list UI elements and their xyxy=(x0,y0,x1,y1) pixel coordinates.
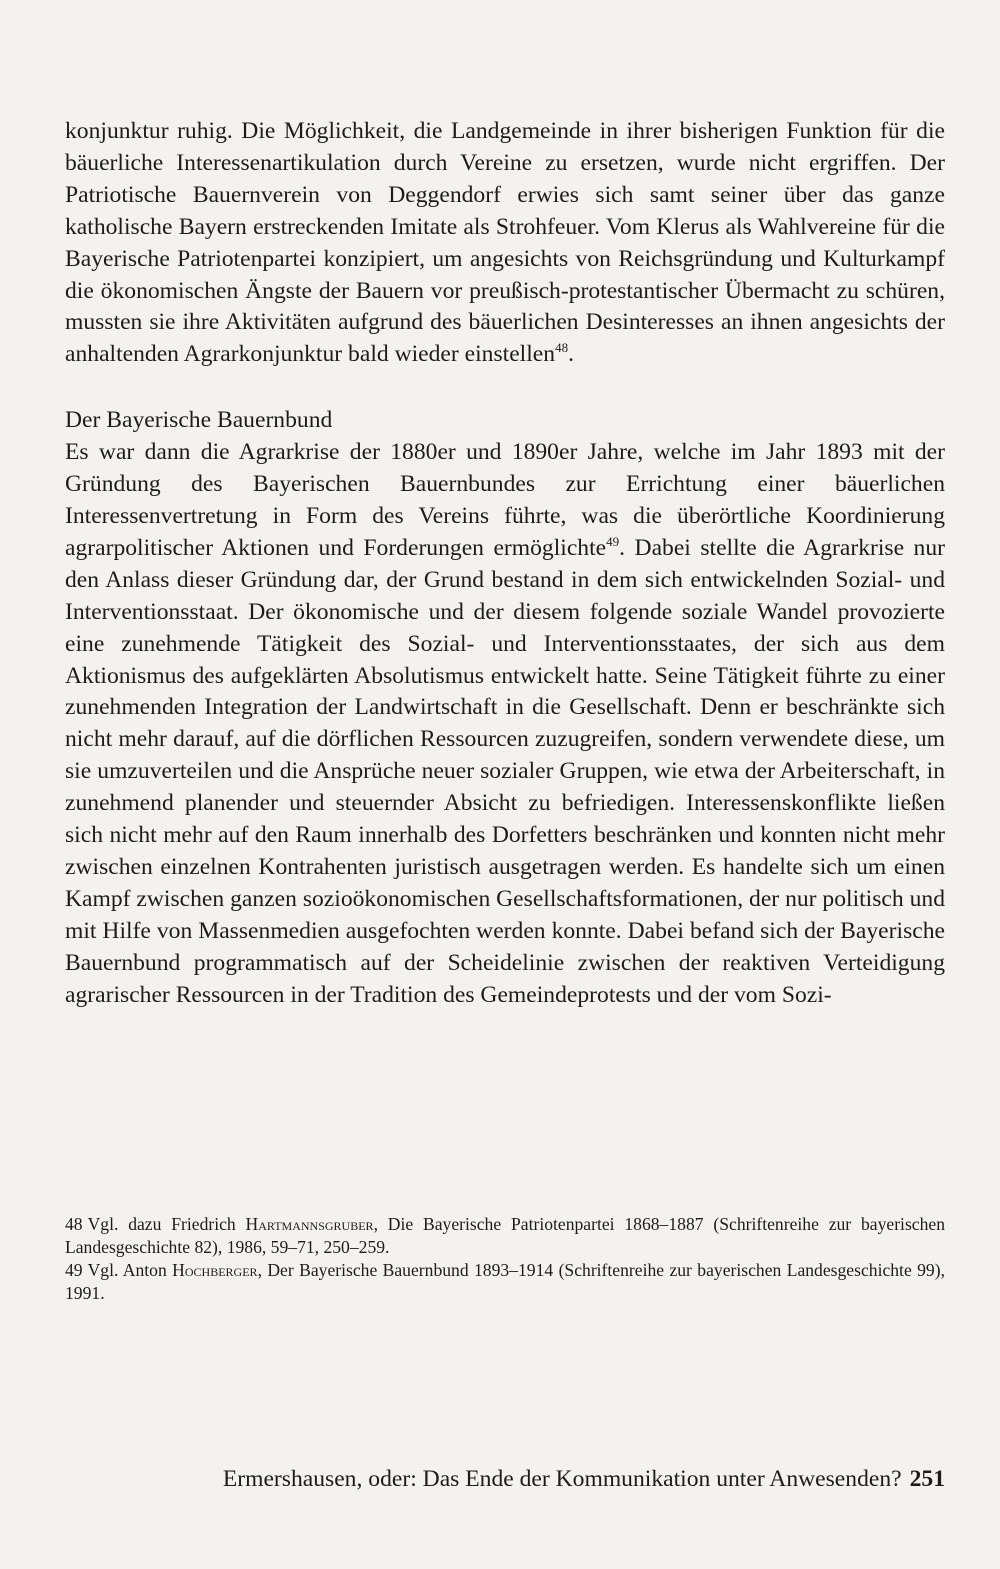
footnote-ref-48[interactable]: 48 xyxy=(555,340,569,356)
paragraph-2 xyxy=(65,437,945,1011)
footnote-author: Hochberger xyxy=(172,1260,258,1280)
footnote-ref-49[interactable]: 49 xyxy=(606,534,620,550)
footnote-48 xyxy=(65,1213,945,1259)
running-title: Ermershausen, oder: Das Ende der Kommunikation unter Anwesenden? xyxy=(222,1466,902,1492)
paragraph-1-text: konjunktur ruhig. Die Möglichkeit, die Landgemeinde in ihrer bisherigen Funktion für die bäuerliche Interessenartikulation durch Vereine zu ersetzen, wurde nicht ergriffen. Der Patriotische Bauernverein von Deggendorf erwies sich samt seiner über das ganze katholische Bayern erstreckenden Imitate als Strohfeuer. Vom Klerus als Wahlvereine für die Bayerische Patriotenpartei konzipiert, um angesichts von Reichsgründung und Kulturkampf die ökonomischen Ängste der Bauern vor preußisch-protestantischer Übermacht zu schüren, mussten sie ihre Aktivitäten aufgrund des bäuerlichen Desinteresses an ihnen angesichts der anhaltenden Agrarkonjunktur bald wieder einstellen xyxy=(65,118,945,368)
footnote-text-post: , Die Bayerische Patriotenpartei 1868–1887 (Schriftenreihe zur bayerischen Landesgeschichte 82), 1986, 59–71, 250–259. xyxy=(65,1214,945,1257)
footnote-text-pre: Vgl. Anton xyxy=(87,1260,173,1280)
footnote-text-pre: Vgl. dazu Friedrich xyxy=(87,1214,246,1234)
page-footer xyxy=(65,1464,945,1494)
footnotes xyxy=(65,1213,945,1305)
page-number: 251 xyxy=(909,1466,945,1492)
section-heading: Der Bayerische Bauernbund xyxy=(65,407,333,434)
footnote-number: 49 xyxy=(65,1260,83,1280)
footnote-text-post: , Der Bayerische Bauernbund 1893–1914 (Schriftenreihe zur bayerischen Landesgeschichte 99), 1991. xyxy=(65,1260,945,1303)
footnote-number: 48 xyxy=(65,1214,83,1234)
paragraph-2-text-a: Es war dann die Agrarkrise der 1880er und 1890er Jahre, welche im Jahr 1893 mit der Gründung des Bayerischen Bauernbundes zur Errichtung einer bäuerlichen Interessenvertretung in Form des Vereins führte, was die überörtliche Koordinierung agrarpolitischer Aktionen und Forderungen ermöglichte xyxy=(65,439,945,561)
paragraph-2-text-b: . Dabei stellte die Agrarkrise nur den Anlass dieser Gründung dar, der Grund bestand in dem sich entwickelnden Sozial- und Interventionsstaat. Der ökonomische und der diesem folgende soziale Wandel provozierte eine zunehmende Tätigkeit des Sozial- und Interventionsstaates, der sich aus dem Aktionismus des aufgeklärten Absolutismus entwickelt hatte. Seine Tätigkeit führte zu einer zunehmenden Integration der Landwirtschaft in die Gesellschaft. Denn er beschränkte sich nicht mehr darauf, auf die dörflichen Ressourcen zuzugreifen, sondern verwendete diese, um sie umzuverteilen und die Ansprüche neuer sozialer Gruppen, wie etwa der Arbeiterschaft, in zunehmend planender und steuernder Absicht zu befriedigen. Interessenskonflikte ließen sich nicht mehr auf den Raum innerhalb des Dorfetters beschränken und konnten nicht mehr zwischen einzelnen Kontrahenten juristisch ausgetragen werden. Es handelte sich um einen Kampf zwischen ganzen sozioökonomischen Gesellschaftsformationen, der nur politisch und mit Hilfe von Massenmedien ausgefochten werden konnte. Dabei befand sich der Bayerische Bauernbund programmatisch auf der Scheidelinie zwischen der reaktiven Verteidigung agrarischer Ressourcen in der Tradition des Gemeindeprotests und der vom Sozi- xyxy=(65,534,946,1008)
main-text xyxy=(65,116,945,1011)
footnote-author: Hartmannsgruber xyxy=(245,1214,374,1234)
paragraph-1 xyxy=(65,116,945,371)
paragraph-1-end: . xyxy=(568,341,574,368)
footnote-49 xyxy=(65,1259,945,1305)
